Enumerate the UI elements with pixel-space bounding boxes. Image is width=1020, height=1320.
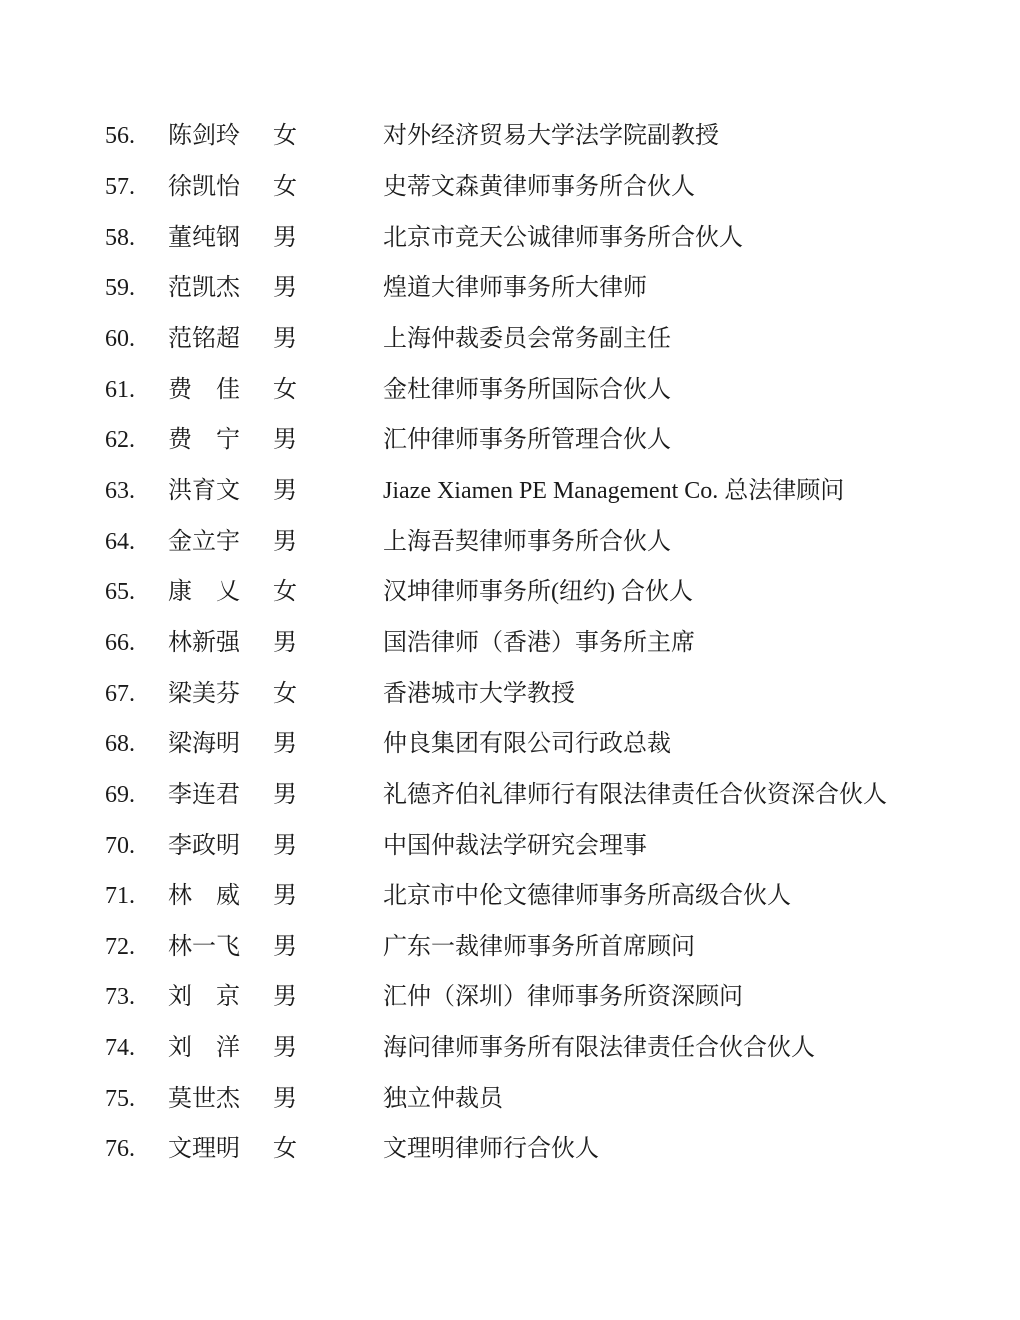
gender-value: 女 xyxy=(273,680,297,707)
gender-value: 男 xyxy=(273,629,297,656)
table-row xyxy=(105,466,1020,517)
table-row xyxy=(105,1023,1020,1074)
row-number: 73. xyxy=(105,984,135,1011)
row-number: 65. xyxy=(105,579,135,606)
person-name: 文理明 xyxy=(168,1136,240,1163)
row-number: 63. xyxy=(105,477,135,504)
table-row xyxy=(105,871,1020,922)
gender-value: 男 xyxy=(273,933,297,960)
table-row xyxy=(105,972,1020,1023)
person-name: 刘 洋 xyxy=(168,1035,240,1062)
row-number: 60. xyxy=(105,325,135,352)
row-number: 56. xyxy=(105,123,135,150)
table-row xyxy=(105,567,1020,618)
table-row xyxy=(105,618,1020,669)
row-number: 57. xyxy=(105,173,135,200)
gender-value: 女 xyxy=(273,173,297,200)
person-name: 李政明 xyxy=(168,832,240,859)
gender-value: 男 xyxy=(273,984,297,1011)
gender-value: 男 xyxy=(273,731,297,758)
person-name: 费 佳 xyxy=(168,376,240,403)
gender-value: 男 xyxy=(273,781,297,808)
gender-value: 女 xyxy=(273,1136,297,1163)
gender-value: 男 xyxy=(273,883,297,910)
affiliation-title: 上海吾契律师事务所合伙人 xyxy=(383,528,671,555)
row-number: 75. xyxy=(105,1085,135,1112)
person-name: 梁美芬 xyxy=(168,680,240,707)
affiliation-title: 对外经济贸易大学法学院副教授 xyxy=(383,123,719,150)
gender-value: 男 xyxy=(273,275,297,302)
affiliation-title: 仲良集团有限公司行政总裁 xyxy=(383,731,671,758)
gender-value: 女 xyxy=(273,579,297,606)
row-number: 62. xyxy=(105,427,135,454)
affiliation-title: 广东一裁律师事务所首席顾问 xyxy=(383,933,695,960)
person-name: 李连君 xyxy=(168,781,240,808)
row-number: 59. xyxy=(105,275,135,302)
table-row xyxy=(105,162,1020,213)
table-row xyxy=(105,922,1020,973)
person-name: 范铭超 xyxy=(168,325,240,352)
table-row xyxy=(105,1073,1020,1124)
row-number: 58. xyxy=(105,224,135,251)
person-name: 林新强 xyxy=(168,629,240,656)
gender-value: 女 xyxy=(273,123,297,150)
gender-value: 男 xyxy=(273,1085,297,1112)
affiliation-title: 汇仲（深圳）律师事务所资深顾问 xyxy=(383,984,743,1011)
person-name: 莫世杰 xyxy=(168,1085,240,1112)
person-name: 范凯杰 xyxy=(168,275,240,302)
row-number: 61. xyxy=(105,376,135,403)
row-number: 72. xyxy=(105,933,135,960)
table-row xyxy=(105,364,1020,415)
row-number: 70. xyxy=(105,832,135,859)
row-number: 76. xyxy=(105,1136,135,1163)
row-number: 68. xyxy=(105,731,135,758)
row-number: 67. xyxy=(105,680,135,707)
affiliation-title: 文理明律师行合伙人 xyxy=(383,1136,599,1163)
gender-value: 男 xyxy=(273,427,297,454)
table-row xyxy=(105,516,1020,567)
table-row xyxy=(105,668,1020,719)
table-row xyxy=(105,770,1020,821)
affiliation-title: 上海仲裁委员会常务副主任 xyxy=(383,325,671,352)
table-row xyxy=(105,263,1020,314)
affiliation-title: 香港城市大学教授 xyxy=(383,680,575,707)
table-row xyxy=(105,1124,1020,1175)
table-row xyxy=(105,111,1020,162)
person-name: 刘 京 xyxy=(168,984,240,1011)
table-row xyxy=(105,314,1020,365)
affiliation-title: 国浩律师（香港）事务所主席 xyxy=(383,629,695,656)
person-name: 费 宁 xyxy=(168,427,240,454)
affiliation-title: 礼德齐伯礼律师行有限法律责任合伙资深合伙人 xyxy=(383,781,887,808)
affiliation-title: 史蒂文森黄律师事务所合伙人 xyxy=(383,173,695,200)
gender-value: 女 xyxy=(273,376,297,403)
gender-value: 男 xyxy=(273,477,297,504)
person-name: 洪育文 xyxy=(168,477,240,504)
table-row xyxy=(105,719,1020,770)
affiliation-title: 汉坤律师事务所(纽约) 合伙人 xyxy=(383,579,693,606)
gender-value: 男 xyxy=(273,1035,297,1062)
person-name: 康 乂 xyxy=(168,579,240,606)
person-name: 林 威 xyxy=(168,883,240,910)
affiliation-title: 北京市竞天公诚律师事务所合伙人 xyxy=(383,224,743,251)
row-number: 74. xyxy=(105,1035,135,1062)
affiliation-title: 金杜律师事务所国际合伙人 xyxy=(383,376,671,403)
gender-value: 男 xyxy=(273,832,297,859)
table-row xyxy=(105,415,1020,466)
affiliation-title: 北京市中伦文德律师事务所高级合伙人 xyxy=(383,883,791,910)
table-row xyxy=(105,212,1020,263)
gender-value: 男 xyxy=(273,224,297,251)
person-name: 徐凯怡 xyxy=(168,173,240,200)
affiliation-title: 煌道大律师事务所大律师 xyxy=(383,275,647,302)
affiliation-title: 海问律师事务所有限法律责任合伙合伙人 xyxy=(383,1035,815,1062)
row-number: 66. xyxy=(105,629,135,656)
person-name: 林一飞 xyxy=(168,933,240,960)
row-number: 64. xyxy=(105,528,135,555)
row-number: 69. xyxy=(105,781,135,808)
person-name: 梁海明 xyxy=(168,731,240,758)
person-name: 董纯钢 xyxy=(168,224,240,251)
affiliation-title: 中国仲裁法学研究会理事 xyxy=(383,832,647,859)
person-name: 金立宇 xyxy=(168,528,240,555)
gender-value: 男 xyxy=(273,528,297,555)
affiliation-title: 独立仲裁员 xyxy=(383,1085,503,1112)
person-name: 陈剑玲 xyxy=(168,123,240,150)
table-row xyxy=(105,820,1020,871)
gender-value: 男 xyxy=(273,325,297,352)
affiliation-title: 汇仲律师事务所管理合伙人 xyxy=(383,427,671,454)
affiliation-title: Jiaze Xiamen PE Management Co. 总法律顾问 xyxy=(383,477,845,504)
row-number: 71. xyxy=(105,883,135,910)
